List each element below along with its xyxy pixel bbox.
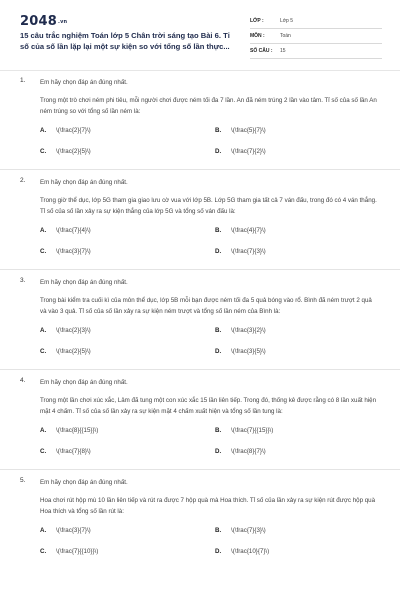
- option-label: B.: [215, 527, 222, 534]
- answer-option-a[interactable]: [40, 327, 215, 334]
- question-item: [0, 177, 400, 270]
- option-text: \(\frac{8}{7}\): [231, 448, 266, 455]
- option-text: \(\frac{7}{4}\): [56, 227, 91, 234]
- answer-options: [40, 227, 380, 255]
- meta-value: Lớp 5: [280, 18, 294, 24]
- meta-row-subject: [250, 29, 382, 44]
- option-label: C.: [40, 248, 47, 255]
- option-label: A.: [40, 327, 47, 334]
- option-label: C.: [40, 348, 47, 355]
- meta-row-grade: [250, 14, 382, 29]
- option-label: B.: [215, 127, 222, 134]
- option-text: \(\frac{7}{8}\): [56, 448, 91, 455]
- answer-option-b[interactable]: [215, 227, 390, 234]
- option-text: \(\frac{2}{7}\): [56, 127, 91, 134]
- page-title: 15 câu trắc nghiệm Toán lớp 5 Chân trời sáng tạo Bài 6. Tỉ số của số lần lặp lại một sự kiện so với tổng số lần thực...: [20, 31, 230, 51]
- question-list: [0, 77, 400, 555]
- meta-row-count: [250, 44, 382, 59]
- option-label: B.: [215, 327, 222, 334]
- option-text: \(\frac{7}{3}\): [231, 527, 266, 534]
- option-label: A.: [40, 427, 47, 434]
- option-text: \(\frac{2}{3}\): [56, 327, 91, 334]
- answer-option-d[interactable]: [215, 248, 390, 255]
- question-text: Trong một trò chơi ném phi tiêu, mỗi người chơi được ném tối đa 7 lần. An đã ném trúng 2 lần vào tâm. Tỉ số của số lần An ném trúng so với tổng số lần ném là:: [40, 97, 377, 115]
- option-label: D.: [215, 348, 222, 355]
- page-header: [0, 0, 400, 68]
- answer-options: [40, 527, 380, 555]
- question-number: 1.: [20, 77, 26, 84]
- option-label: A.: [40, 527, 47, 534]
- meta-table: [250, 14, 382, 59]
- option-label: D.: [215, 548, 222, 555]
- answer-option-c[interactable]: [40, 148, 215, 155]
- option-label: C.: [40, 448, 47, 455]
- answer-option-c[interactable]: [40, 448, 215, 455]
- answer-option-a[interactable]: [40, 127, 215, 134]
- answer-option-a[interactable]: [40, 527, 215, 534]
- question-instruction: Em hãy chọn đáp án đúng nhất.: [40, 479, 128, 486]
- option-label: B.: [215, 227, 222, 234]
- answer-options: [40, 327, 380, 355]
- answer-option-d[interactable]: [215, 348, 390, 355]
- option-label: B.: [215, 427, 222, 434]
- option-text: \(\frac{10}{7}\): [231, 548, 270, 555]
- meta-value: Toán: [280, 33, 291, 39]
- option-text: \(\frac{3}{2}\): [231, 327, 266, 334]
- meta-key: SỐ CÂU :: [250, 48, 273, 54]
- logo-main: 2048: [20, 14, 57, 29]
- question-number: 4.: [20, 377, 26, 384]
- question-item: [0, 77, 400, 170]
- answer-option-c[interactable]: [40, 348, 215, 355]
- question-instruction: Em hãy chọn đáp án đúng nhất.: [40, 79, 128, 86]
- answer-options: [40, 427, 380, 455]
- question-instruction: Em hãy chọn đáp án đúng nhất.: [40, 179, 128, 186]
- option-text: \(\frac{3}{7}\): [56, 248, 91, 255]
- answer-option-c[interactable]: [40, 248, 215, 255]
- question-item: [0, 477, 400, 555]
- meta-key: LỚP :: [250, 18, 264, 24]
- header-divider: [0, 70, 400, 71]
- question-item: [0, 377, 400, 470]
- question-number: 3.: [20, 277, 26, 284]
- option-label: D.: [215, 448, 222, 455]
- answer-option-d[interactable]: [215, 448, 390, 455]
- answer-option-a[interactable]: [40, 427, 215, 434]
- question-divider: [0, 369, 400, 370]
- option-text: \(\frac{2}{5}\): [56, 348, 91, 355]
- option-text: \(\frac{7}{{15}}\): [231, 427, 274, 434]
- answer-options: [40, 127, 380, 155]
- option-label: C.: [40, 548, 47, 555]
- answer-option-a[interactable]: [40, 227, 215, 234]
- option-text: \(\frac{3}{5}\): [231, 348, 266, 355]
- option-label: D.: [215, 248, 222, 255]
- logo-domain: .vn: [57, 18, 68, 25]
- question-instruction: Em hãy chọn đáp án đúng nhất.: [40, 379, 128, 386]
- question-text: Hoa chơi rút hộp mù 10 lần liên tiếp và rút ra được 7 hộp quà mà Hoa thích. Tỉ số của lần xảy ra sự kiện rút được hộp quà Hoa thích và tổng số lần rút là:: [40, 497, 376, 515]
- question-number: 5.: [20, 477, 26, 484]
- question-number: 2.: [20, 177, 26, 184]
- option-text: \(\frac{7}{{10}}\): [56, 548, 99, 555]
- answer-option-d[interactable]: [215, 148, 390, 155]
- answer-option-b[interactable]: [215, 527, 390, 534]
- option-label: A.: [40, 227, 47, 234]
- answer-option-d[interactable]: [215, 548, 390, 555]
- answer-option-c[interactable]: [40, 548, 215, 555]
- option-label: C.: [40, 148, 47, 155]
- question-text: Trong bài kiểm tra cuối kì của môn thể dục, lớp 5B mỗi bạn được ném tối đa 5 quả bóng vào rổ. Bình đã ném trượt 2 quả và vào 3 quả. Tỉ số của số lần xảy ra sự kiện ném trượt và tổng số lần ném của Bình là:: [40, 297, 372, 315]
- option-label: A.: [40, 127, 47, 134]
- answer-option-b[interactable]: [215, 127, 390, 134]
- question-text: Trong một lần chơi xúc xắc, Lâm đã tung một con xúc xắc 15 lần liên tiếp. Trong đó, thống kê được rằng có 8 lần xuất hiện mặt 4 chấm. Tỉ số của số lần xảy ra sự kiện mặt 4 chấm xuất hiện và tổng số lần tung là:: [40, 397, 377, 415]
- question-divider: [0, 269, 400, 270]
- option-text: \(\frac{7}{2}\): [231, 148, 266, 155]
- option-text: \(\frac{2}{5}\): [56, 148, 91, 155]
- question-divider: [0, 469, 400, 470]
- question-divider: [0, 169, 400, 170]
- option-text: \(\frac{8}{{15}}\): [56, 427, 99, 434]
- question-item: [0, 277, 400, 370]
- option-text: \(\frac{5}{7}\): [231, 127, 266, 134]
- answer-option-b[interactable]: [215, 327, 390, 334]
- question-instruction: Em hãy chọn đáp án đúng nhất.: [40, 279, 128, 286]
- answer-option-b[interactable]: [215, 427, 390, 434]
- option-text: \(\frac{3}{7}\): [56, 527, 91, 534]
- option-text: \(\frac{7}{3}\): [231, 248, 266, 255]
- meta-key: MÔN :: [250, 33, 265, 39]
- option-text: \(\frac{4}{7}\): [231, 227, 266, 234]
- option-label: D.: [215, 148, 222, 155]
- question-text: Trong giờ thể dục, lớp 5G tham gia giao lưu cờ vua với lớp 5B. Lớp 5G tham gia tất cả 7 ván đấu, trong đó có 4 ván thắng. Tỉ số của số lần xảy ra sự kiện thắng của lớp 5G và tổng số ván đấu là:: [40, 197, 377, 215]
- meta-value: 15: [280, 48, 286, 54]
